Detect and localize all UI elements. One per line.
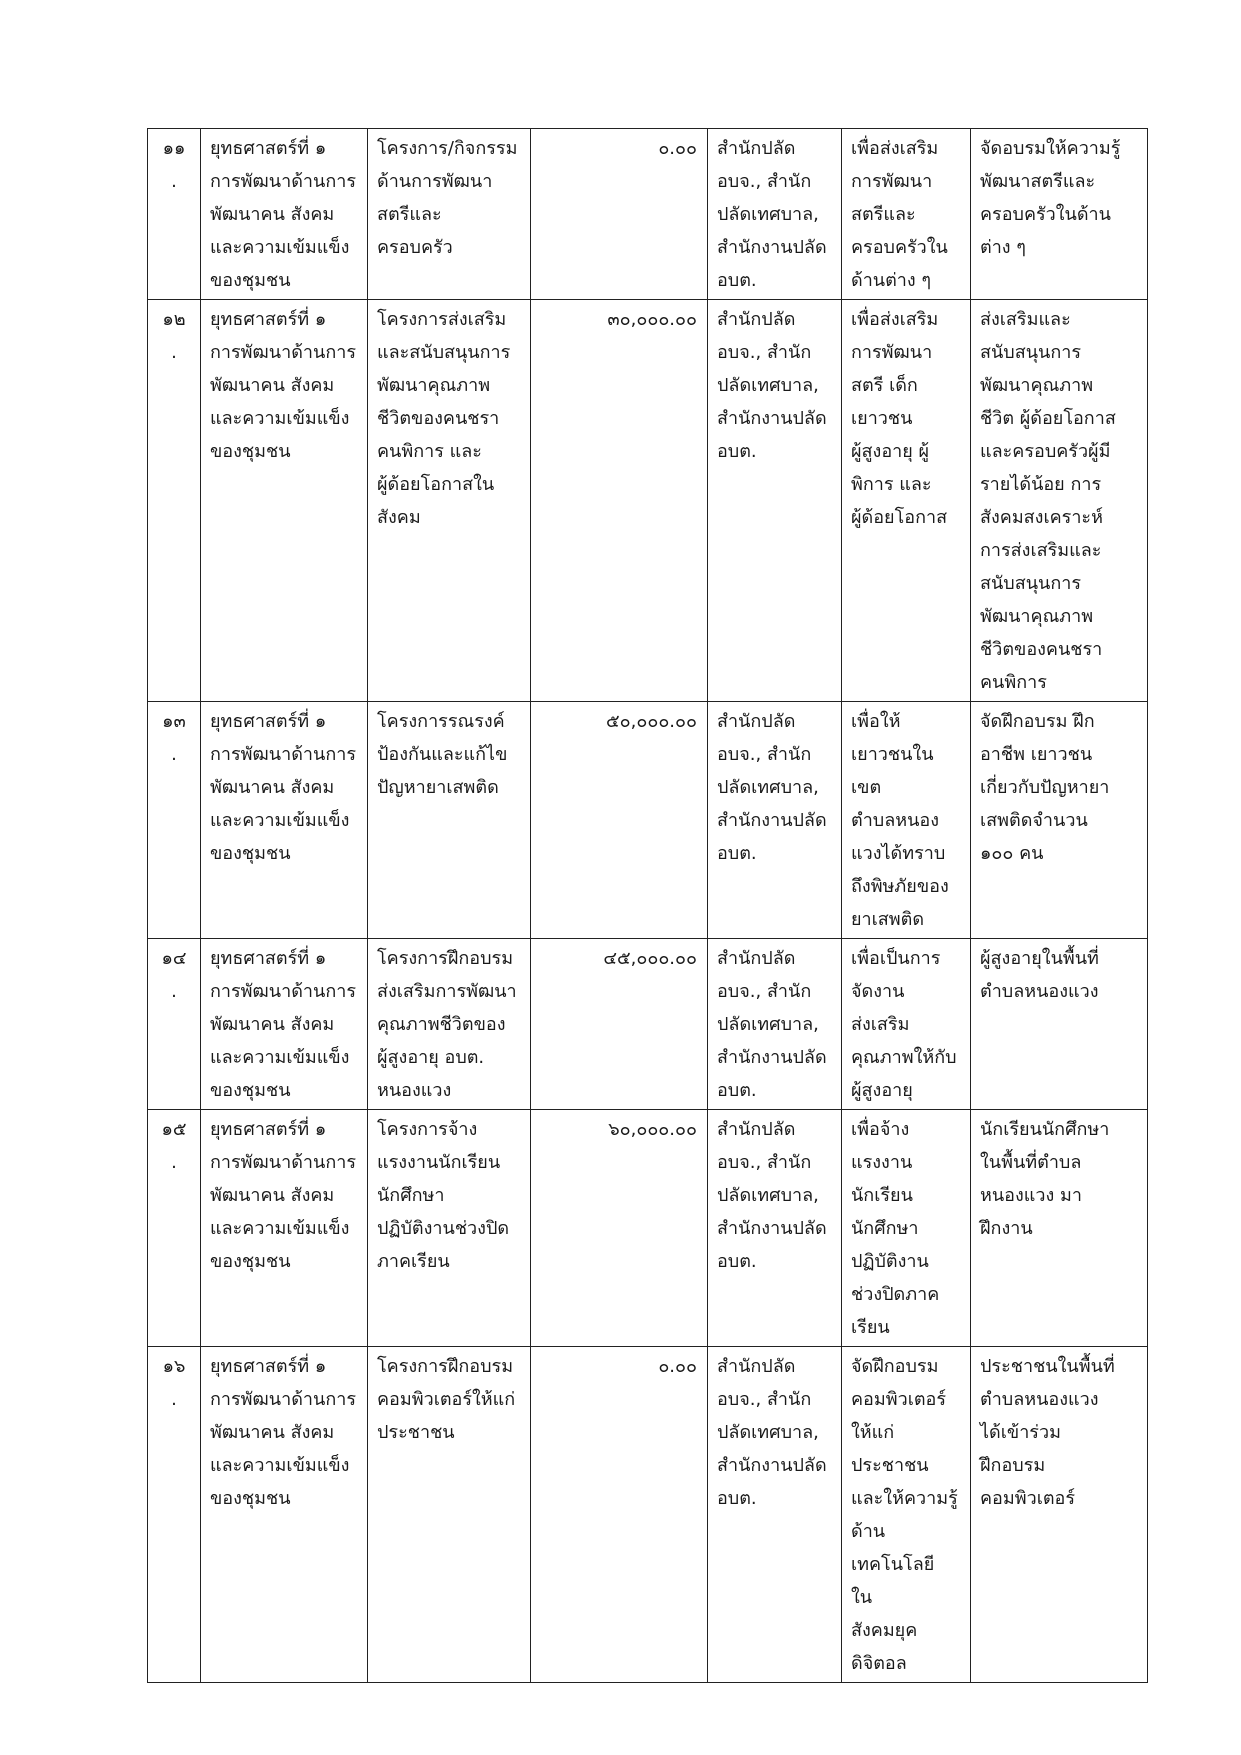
budget-cell: ๕๐,๐๐๐.๐๐ <box>531 702 708 939</box>
output-cell: ส่งเสริมและ สนับสนุนการ พัฒนาคุณภาพ ชีวิต ผู้ด้อยโอกาส และครอบครัวผู้มี รายได้น้อย การ สังคมสงเคราะห์ การส่งเสริมและ สนับสนุนการ พัฒนาคุณภาพ ชีวิตของคนชรา คนพิการ <box>971 300 1148 702</box>
agency-cell: สำนักปลัด อบจ., สำนัก ปลัดเทศบาล, สำนักงานปลัด อบต. <box>708 300 842 702</box>
output-cell: ผู้สูงอายุในพื้นที่ ตำบลหนองแวง <box>971 939 1148 1110</box>
document-page <box>147 128 1147 1683</box>
table-row <box>148 939 1148 1110</box>
output-cell: ประชาชนในพื้นที่ ตำบลหนองแวง ได้เข้าร่วม ฝึกอบรม คอมพิวเตอร์ <box>971 1347 1148 1683</box>
row-number: ๑๒ . <box>148 300 201 702</box>
strategy-cell: ยุทธศาสตร์ที่ ๑ การพัฒนาด้านการ พัฒนาคน สังคม และความเข้มแข็ง ของชุมชน <box>201 300 368 702</box>
row-number: ๑๑ . <box>148 129 201 300</box>
strategy-cell: ยุทธศาสตร์ที่ ๑ การพัฒนาด้านการ พัฒนาคน สังคม และความเข้มแข็ง ของชุมชน <box>201 702 368 939</box>
row-number: ๑๖ . <box>148 1347 201 1683</box>
agency-cell: สำนักปลัด อบจ., สำนัก ปลัดเทศบาล, สำนักงานปลัด อบต. <box>708 939 842 1110</box>
output-cell: จัดฝึกอบรม ฝึก อาชีพ เยาวชน เกี่ยวกับปัญหายา เสพติดจำนวน ๑๐๐ คน <box>971 702 1148 939</box>
table-row <box>148 1347 1148 1683</box>
strategy-cell: ยุทธศาสตร์ที่ ๑ การพัฒนาด้านการ พัฒนาคน สังคม และความเข้มแข็ง ของชุมชน <box>201 1110 368 1347</box>
objective-cell: เพื่อให้ เยาวชนในเขต ตำบลหนอง แวงได้ทราบ ถึงพิษภัยของ ยาเสพติด <box>842 702 971 939</box>
agency-cell: สำนักปลัด อบจ., สำนัก ปลัดเทศบาล, สำนักงานปลัด อบต. <box>708 1347 842 1683</box>
objective-cell: เพื่อส่งเสริม การพัฒนา สตรี เด็ก เยาวชน ผู้สูงอายุ ผู้ พิการ และ ผู้ด้อยโอกาส <box>842 300 971 702</box>
project-cell: โครงการ/กิจกรรม ด้านการพัฒนา สตรีและ ครอบครัว <box>368 129 531 300</box>
agency-cell: สำนักปลัด อบจ., สำนัก ปลัดเทศบาล, สำนักงานปลัด อบต. <box>708 129 842 300</box>
budget-cell: ๐.๐๐ <box>531 1347 708 1683</box>
strategy-cell: ยุทธศาสตร์ที่ ๑ การพัฒนาด้านการ พัฒนาคน สังคม และความเข้มแข็ง ของชุมชน <box>201 129 368 300</box>
table-row <box>148 300 1148 702</box>
objective-cell: เพื่อจ้าง แรงงาน นักเรียน นักศึกษา ปฏิบัติงาน ช่วงปิดภาค เรียน <box>842 1110 971 1347</box>
strategy-cell: ยุทธศาสตร์ที่ ๑ การพัฒนาด้านการ พัฒนาคน สังคม และความเข้มแข็ง ของชุมชน <box>201 939 368 1110</box>
table-row <box>148 1110 1148 1347</box>
project-cell: โครงการจ้าง แรงงานนักเรียน นักศึกษา ปฏิบัติงานช่วงปิด ภาคเรียน <box>368 1110 531 1347</box>
project-cell: โครงการส่งเสริม และสนับสนุนการ พัฒนาคุณภาพ ชีวิตของคนชรา คนพิการ และ ผู้ด้อยโอกาสใน สังคม <box>368 300 531 702</box>
strategy-cell: ยุทธศาสตร์ที่ ๑ การพัฒนาด้านการ พัฒนาคน สังคม และความเข้มแข็ง ของชุมชน <box>201 1347 368 1683</box>
row-number: ๑๕ . <box>148 1110 201 1347</box>
budget-cell: ๓๐,๐๐๐.๐๐ <box>531 300 708 702</box>
project-table <box>147 128 1148 1683</box>
row-number: ๑๔ . <box>148 939 201 1110</box>
budget-cell: ๐.๐๐ <box>531 129 708 300</box>
project-cell: โครงการรณรงค์ ป้องกันและแก้ไข ปัญหายาเสพติด <box>368 702 531 939</box>
objective-cell: จัดฝึกอบรม คอมพิวเตอร์ ให้แก่ ประชาชน และให้ความรู้ ด้าน เทคโนโลยี ใน สังคมยุค ดิจิตอล <box>842 1347 971 1683</box>
table-row <box>148 702 1148 939</box>
row-number: ๑๓ . <box>148 702 201 939</box>
agency-cell: สำนักปลัด อบจ., สำนัก ปลัดเทศบาล, สำนักงานปลัด อบต. <box>708 702 842 939</box>
project-cell: โครงการฝึกอบรม คอมพิวเตอร์ให้แก่ ประชาชน <box>368 1347 531 1683</box>
table-row <box>148 129 1148 300</box>
objective-cell: เพื่อส่งเสริม การพัฒนา สตรีและ ครอบครัวใน ด้านต่าง ๆ <box>842 129 971 300</box>
budget-cell: ๖๐,๐๐๐.๐๐ <box>531 1110 708 1347</box>
objective-cell: เพื่อเป็นการ จัดงาน ส่งเสริม คุณภาพให้กับ ผู้สูงอายุ <box>842 939 971 1110</box>
agency-cell: สำนักปลัด อบจ., สำนัก ปลัดเทศบาล, สำนักงานปลัด อบต. <box>708 1110 842 1347</box>
output-cell: จัดอบรมให้ความรู้ พัฒนาสตรีและ ครอบครัวในด้าน ต่าง ๆ <box>971 129 1148 300</box>
project-cell: โครงการฝึกอบรม ส่งเสริมการพัฒนา คุณภาพชีวิตของ ผู้สูงอายุ อบต. หนองแวง <box>368 939 531 1110</box>
budget-cell: ๔๕,๐๐๐.๐๐ <box>531 939 708 1110</box>
output-cell: นักเรียนนักศึกษา ในพื้นที่ตำบล หนองแวง มา ฝึกงาน <box>971 1110 1148 1347</box>
